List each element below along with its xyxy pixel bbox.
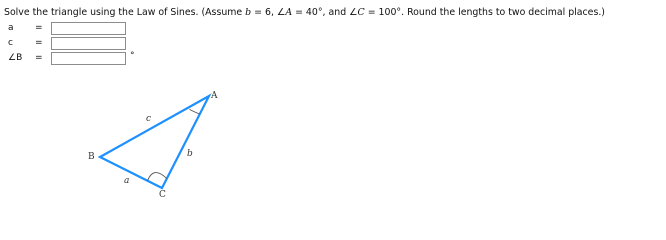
side-label-a: a xyxy=(124,176,130,186)
label-a: a xyxy=(8,23,14,33)
vertex-label-A: A xyxy=(211,91,218,101)
vertex-label-B: B xyxy=(88,152,95,162)
triangle-figure xyxy=(80,85,220,197)
equals-sign: = xyxy=(35,23,43,33)
side-label-b: b xyxy=(187,149,193,159)
answer-a-input[interactable] xyxy=(51,22,126,35)
angle-a-arc xyxy=(190,109,200,114)
triangle-outline xyxy=(100,96,209,188)
question-text: Solve the triangle using the Law of Sines. (Assume b = 6, ∠A = 40°, and ∠C = 100°. Round the lengths to two decimal places.) xyxy=(4,7,605,18)
var-A: A xyxy=(285,7,293,18)
side-label-c: c xyxy=(146,114,152,124)
answer-angle-b-input[interactable] xyxy=(51,52,126,65)
answer-c-input[interactable] xyxy=(51,37,126,50)
label-c: c xyxy=(8,38,13,48)
vertex-label-C: C xyxy=(159,190,166,197)
label-angle-b: ∠B xyxy=(8,53,23,63)
var-C: C xyxy=(357,7,365,18)
var-b: b xyxy=(245,7,252,18)
angle-c-arc xyxy=(148,173,167,181)
equals-sign: = xyxy=(35,38,43,48)
degree-unit: ° xyxy=(130,51,135,61)
equals-sign: = xyxy=(35,53,43,63)
